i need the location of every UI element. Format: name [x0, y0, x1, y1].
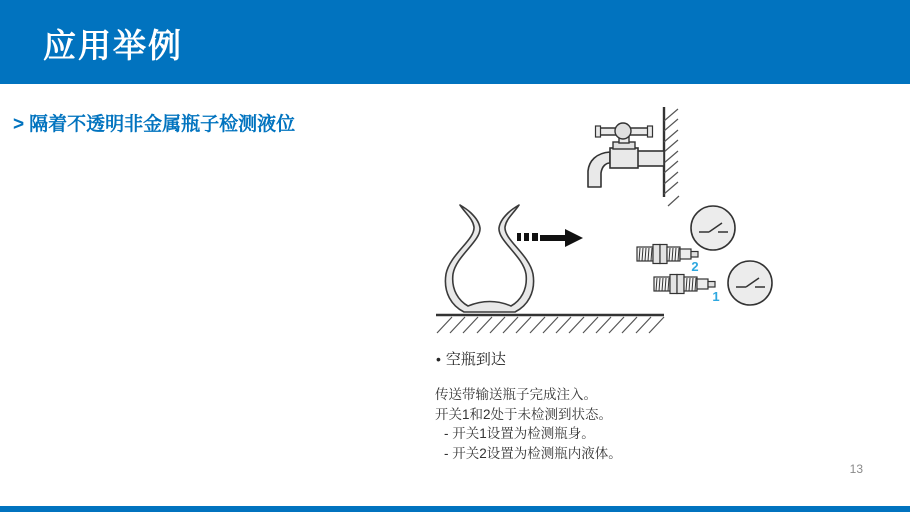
bottle-icon [445, 205, 533, 312]
footer-accent-bar [0, 506, 910, 512]
caption-empty-bottle [436, 348, 506, 369]
header-bar [0, 0, 910, 84]
sensor-2-label: 2 [691, 259, 699, 274]
sensor-2-icon [637, 245, 698, 264]
faucet-icon [588, 123, 664, 187]
subtitle [13, 109, 295, 136]
description-line: - 开关1设置为检测瓶身。 [444, 426, 595, 441]
description-line: 传送带输送瓶子完成注入。 [435, 387, 597, 402]
application-diagram [420, 95, 800, 345]
page-title: 应用举例 [43, 27, 183, 64]
description-line: - 开关2设置为检测瓶内液体。 [444, 445, 622, 461]
subtitle-arrow-marker: > [13, 114, 25, 135]
caption-text: 空瓶到达 [445, 351, 506, 368]
switch-contact-2-icon [691, 206, 735, 250]
conveyor-arrow-icon [517, 229, 583, 247]
subtitle-text: 隔着不透明非金属瓶子检测液位 [29, 114, 296, 135]
wall-icon [664, 107, 679, 206]
bullet-icon: • [436, 351, 441, 367]
page-number: 13 [849, 462, 863, 476]
description-block [435, 385, 622, 463]
sensor-1-label: 1 [712, 289, 720, 304]
description-line: 开关1和2处于未检测到状态。 [435, 406, 613, 422]
ground-icon [436, 315, 664, 333]
switch-contact-1-icon [728, 261, 772, 305]
sensor-1-icon [654, 275, 715, 294]
